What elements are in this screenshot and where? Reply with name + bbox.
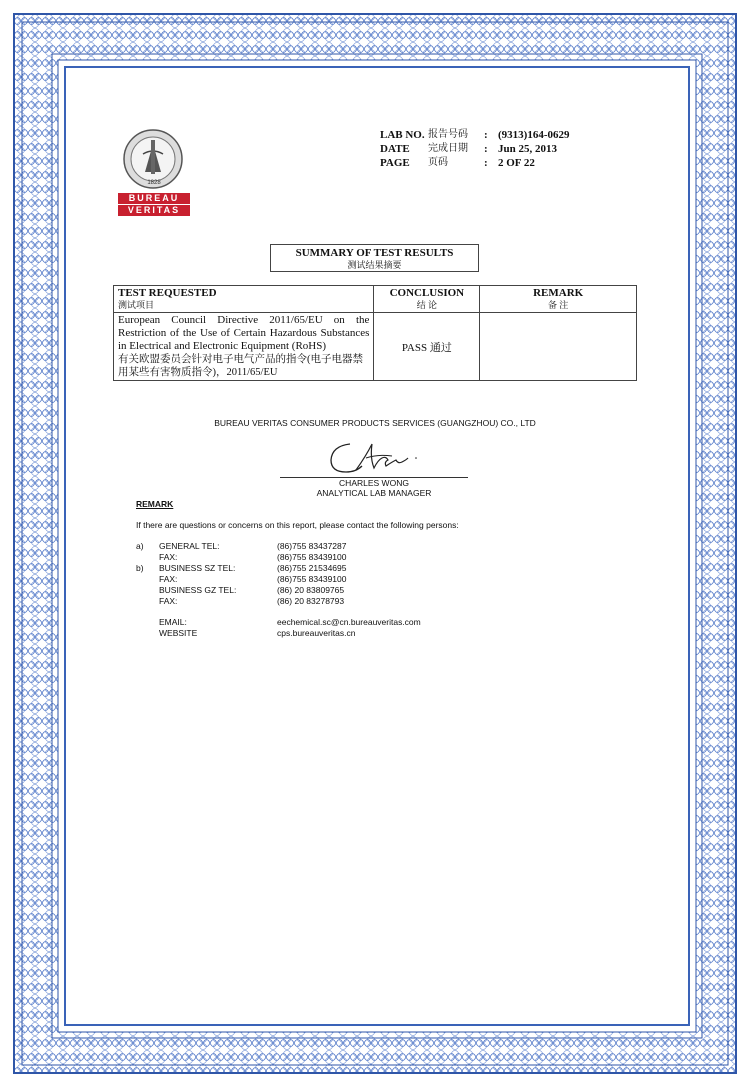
contact-label: FAX: — [159, 574, 178, 584]
test-description-en: European Council Directive 2011/65/EU on the Restriction of the Use of Certain Hazardous Substances in Electrical and Electronic Equipment (RoHS) — [118, 314, 370, 352]
page-sep: : — [484, 157, 488, 169]
contact-label: FAX: — [159, 596, 178, 606]
summary-title-box — [270, 244, 479, 272]
header-test-requested-en: TEST REQUESTED — [118, 287, 217, 299]
contact-label: BUSINESS GZ TEL: — [159, 585, 237, 595]
results-table — [113, 285, 637, 381]
remark-intro: If there are questions or concerns on this report, please contact the following persons: — [136, 520, 459, 530]
header-test-requested-cn: 测试项目 — [118, 300, 155, 310]
header-remark-cn: 备 注 — [548, 300, 569, 310]
contact-value: (86)755 83437287 — [277, 541, 347, 551]
contact-prefix-a: a) — [136, 541, 144, 551]
lab-no-value: (9313)164-0629 — [498, 129, 570, 141]
contact-prefix-b: b) — [136, 563, 144, 573]
signature-image — [326, 436, 422, 478]
cell-conclusion: PASS 通过 — [374, 313, 480, 381]
lab-no-sep: : — [484, 129, 488, 141]
contact-value: (86)755 83439100 — [277, 574, 347, 584]
cell-remark — [480, 313, 637, 381]
date-label-cn: 完成日期 — [428, 143, 468, 154]
contact-label: FAX: — [159, 552, 178, 562]
company-name: BUREAU VERITAS CONSUMER PRODUCTS SERVICES (GUANGZHOU) CO., LTD — [214, 418, 536, 428]
header-conclusion — [374, 286, 480, 313]
contact-value: (86)755 21534695 — [277, 563, 347, 573]
lab-no-label: LAB NO. — [380, 129, 425, 141]
header-conclusion-cn: 结 论 — [416, 300, 437, 310]
test-description-cn: 有关欧盟委员会针对电子电气产品的指令(电子电器禁用某些有害物质指令)，2011/65/EU — [118, 354, 363, 378]
logo-text-bureau: BUREAU — [128, 193, 180, 203]
header-remark-en: REMARK — [533, 287, 584, 299]
signatory-name: CHARLES WONG — [339, 478, 409, 488]
logo-text-veritas: VERITAS — [127, 205, 181, 215]
contact-value: (86)755 83439100 — [277, 552, 347, 562]
cell-test-requested — [114, 313, 374, 381]
date-sep: : — [484, 143, 488, 155]
header-conclusion-en: CONCLUSION — [389, 287, 465, 299]
date-value: Jun 25, 2013 — [498, 143, 557, 155]
email-value[interactable]: eechemical.sc@cn.bureauveritas.com — [277, 617, 421, 627]
page-value: 2 OF 22 — [498, 157, 535, 169]
table-row — [114, 313, 637, 381]
signatory-block — [280, 478, 468, 498]
summary-title: SUMMARY OF TEST RESULTS — [295, 247, 454, 259]
contact-value: (86) 20 83809765 — [277, 585, 345, 595]
page-label-cn: 页码 — [428, 157, 448, 168]
signatory-title: ANALYTICAL LAB MANAGER — [316, 488, 432, 498]
website-value[interactable]: cps.bureauveritas.cn — [277, 628, 356, 638]
website-label: WEBSITE — [159, 628, 198, 638]
lab-no-label-cn: 报告号码 — [428, 129, 468, 140]
remark-heading: REMARK — [136, 499, 174, 509]
contact-label: GENERAL TEL: — [159, 541, 220, 551]
page-label: PAGE — [380, 157, 410, 169]
email-label: EMAIL: — [159, 617, 187, 627]
date-label: DATE — [380, 143, 410, 155]
contact-value: (86) 20 83278793 — [277, 596, 345, 606]
logo-year: 1828 — [147, 180, 161, 186]
header-remark — [480, 286, 637, 313]
contact-label: BUSINESS SZ TEL: — [159, 563, 236, 573]
header-test-requested — [114, 286, 374, 313]
table-header-row — [114, 286, 637, 313]
summary-title-cn: 测试结果摘要 — [347, 260, 402, 270]
